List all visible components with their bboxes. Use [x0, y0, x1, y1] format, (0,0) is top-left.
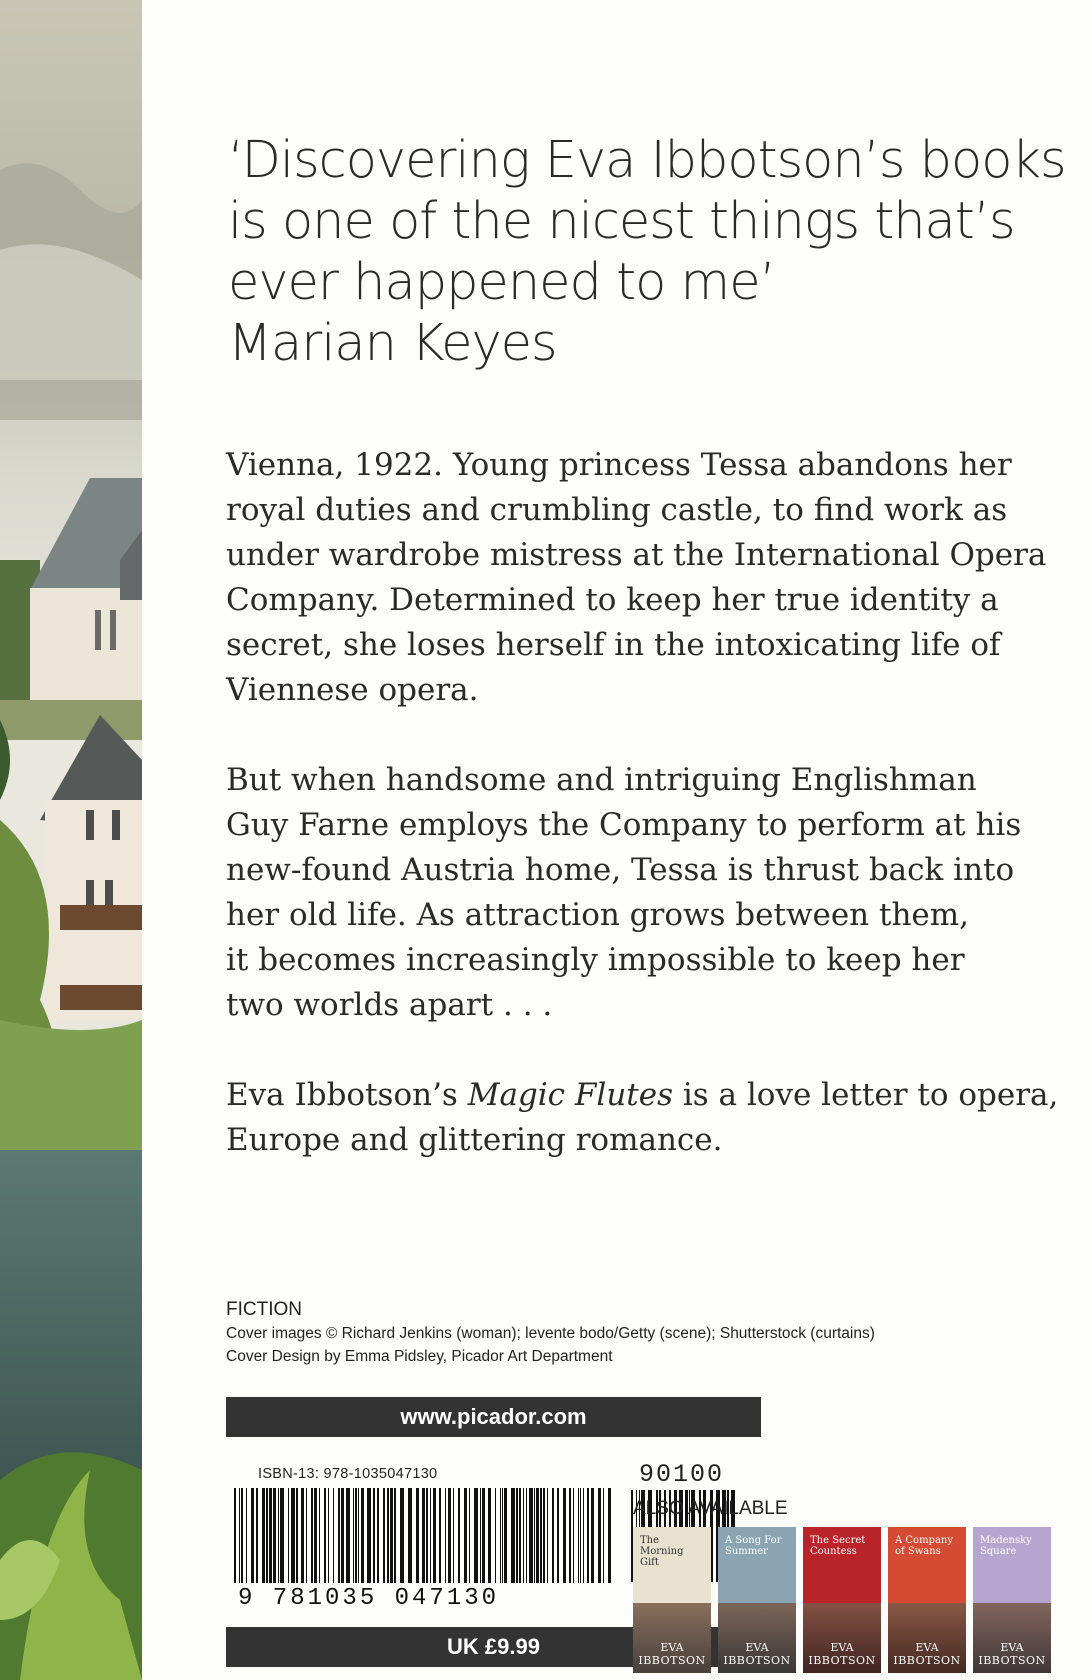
barcode-bar — [603, 1488, 604, 1583]
barcode-bar — [458, 1488, 460, 1583]
barcode-bar — [324, 1488, 326, 1583]
quote-line: ever happened to me’ — [228, 253, 775, 312]
blurb-line: her old life. As attraction grows between them, — [226, 897, 970, 933]
mini-book-title: A Company of Swans — [895, 1535, 954, 1557]
barcode-bar — [383, 1488, 385, 1583]
isbn-barcode — [232, 1488, 617, 1583]
barcode-bar — [234, 1488, 236, 1583]
cover-art-strip — [0, 0, 142, 1680]
barcode-bar — [246, 1488, 247, 1583]
barcode-bar — [433, 1488, 436, 1583]
barcode-bar — [341, 1488, 344, 1583]
barcode-bar — [390, 1488, 393, 1583]
price-code: 90100 — [639, 1460, 725, 1489]
barcode-bar — [608, 1488, 611, 1583]
mini-book-author-first: EVA — [745, 1641, 769, 1654]
barcode-bar — [273, 1488, 276, 1583]
also-available-heading: ALSO AVAILABLE — [633, 1498, 788, 1519]
barcode-bar — [333, 1488, 334, 1583]
barcode-bar — [534, 1488, 535, 1583]
blurb-line: secret, she loses herself in the intoxicating life of — [226, 627, 1001, 663]
barcode-bar — [526, 1488, 527, 1583]
barcode-bar — [346, 1488, 350, 1583]
barcode-bar — [430, 1488, 431, 1583]
price-banner: UK £9.99 — [226, 1627, 761, 1667]
barcode-bar — [500, 1488, 501, 1583]
barcode-bar — [291, 1488, 295, 1583]
barcode-bar — [540, 1488, 542, 1583]
barcode-bar — [358, 1488, 359, 1583]
barcode-bar — [573, 1488, 574, 1583]
blurb-line: But when handsome and intriguing Englishman — [226, 762, 977, 798]
barcode-bar — [394, 1488, 396, 1583]
barcode-bar — [314, 1488, 317, 1583]
barcode-bar — [387, 1488, 389, 1583]
barcode-bar — [448, 1488, 451, 1583]
blurb-line: Viennese opera. — [226, 672, 479, 708]
barcode-bar — [256, 1488, 258, 1583]
blurb-line: new-found Austria home, Tessa is thrust back into — [226, 852, 1015, 888]
barcode-bar — [239, 1488, 240, 1583]
also-available-shelf — [633, 1527, 1051, 1673]
barcode-bar — [251, 1488, 254, 1583]
barcode-bar — [288, 1488, 289, 1583]
barcode-bar — [523, 1488, 524, 1583]
image-credits: Cover images © Richard Jenkins (woman); levente bodo/Getty (scene); Shutterstock (curtains) — [226, 1325, 875, 1342]
barcode-bar — [569, 1488, 571, 1583]
barcode-bar — [367, 1488, 371, 1583]
barcode-bar — [280, 1488, 284, 1583]
blurb-paragraph-2 — [226, 758, 1022, 1028]
mini-book-cover — [888, 1527, 966, 1673]
barcode-bar — [353, 1488, 354, 1583]
barcode-bar — [338, 1488, 340, 1583]
mini-book-title: The Morning Gift — [640, 1535, 684, 1568]
back-cover — [142, 0, 1092, 1680]
credits — [226, 1298, 875, 1368]
barcode-bar — [516, 1488, 518, 1583]
mini-book-author-first: EVA — [915, 1641, 939, 1654]
mini-book-title: Madensky Square — [980, 1535, 1032, 1557]
barcode-bar — [416, 1488, 419, 1583]
blurb-line: royal duties and crumbling castle, to find work as — [226, 492, 1008, 528]
quote-line: is one of the nicest things that’s — [228, 192, 1015, 251]
review-quote — [228, 130, 1066, 374]
barcode-bar — [408, 1488, 412, 1583]
barcode-bar — [552, 1488, 554, 1583]
barcode-bar — [464, 1488, 467, 1583]
barcode-bar — [536, 1488, 539, 1583]
mini-book-author-first: EVA — [660, 1641, 684, 1654]
barcode-bar — [529, 1488, 533, 1583]
blurb-paragraph-1 — [226, 443, 1047, 713]
mini-book-author-first: EVA — [1000, 1641, 1024, 1654]
barcode-bar — [495, 1488, 496, 1583]
barcode-bar — [474, 1488, 478, 1583]
barcode-bar — [519, 1488, 521, 1583]
blurb-line: two worlds apart . . . — [226, 987, 553, 1023]
barcode-bar — [241, 1488, 243, 1583]
barcode-bar — [439, 1488, 441, 1583]
barcode-bar — [296, 1488, 298, 1583]
blurb-line: Europe and glittering romance. — [226, 1122, 723, 1158]
barcode-bar — [328, 1488, 329, 1583]
mini-book-cover — [973, 1527, 1051, 1673]
barcode-bar — [445, 1488, 446, 1583]
barcode-bar — [598, 1488, 601, 1583]
barcode-bar — [511, 1488, 515, 1583]
barcode-bar — [580, 1488, 581, 1583]
barcode-bar — [504, 1488, 507, 1583]
barcode-bar — [480, 1488, 481, 1583]
barcode-bar — [488, 1488, 491, 1583]
barcode-bar — [373, 1488, 375, 1583]
mini-book-cover — [803, 1527, 881, 1673]
mini-book-cover — [718, 1527, 796, 1673]
blurb-line: Vienna, 1922. Young princess Tessa abandons her — [226, 447, 1012, 483]
barcode-bar — [583, 1488, 584, 1583]
barcode-bar — [453, 1488, 454, 1583]
genre-label: FICTION — [226, 1299, 302, 1320]
barcode-bar — [306, 1488, 307, 1583]
mini-book-author-last: IBBOTSON — [893, 1654, 961, 1667]
barcode-bar — [557, 1488, 559, 1583]
mini-book-title: A Song For Summer — [725, 1535, 782, 1557]
mini-book-author-first: EVA — [830, 1641, 854, 1654]
blurb-line: Guy Farne employs the Company to perform at his — [226, 807, 1022, 843]
barcode-bar — [269, 1488, 272, 1583]
blurb-text: is a love letter to opera, — [673, 1077, 1059, 1113]
village-lake-illustration — [0, 0, 142, 1680]
barcode-bar — [361, 1488, 364, 1583]
quote-attribution: Marian Keyes — [228, 314, 557, 373]
barcode-bar — [578, 1488, 579, 1583]
mini-book-author-last: IBBOTSON — [978, 1654, 1046, 1667]
quote-line: ‘Discovering Eva Ibbotson’s books — [228, 131, 1066, 190]
barcode-bar — [482, 1488, 485, 1583]
blurb-line: Company. Determined to keep her true identity a — [226, 582, 999, 618]
barcode-bar — [266, 1488, 268, 1583]
barcode-bar — [278, 1488, 279, 1583]
barcode-bar — [426, 1488, 428, 1583]
barcode-bar — [587, 1488, 589, 1583]
barcode-bar — [563, 1488, 566, 1583]
barcode-bar — [262, 1488, 265, 1583]
barcode-bar — [543, 1488, 545, 1583]
barcode-bar — [547, 1488, 548, 1583]
barcode-bar — [311, 1488, 313, 1583]
barcode-bar — [319, 1488, 320, 1583]
mini-book-author-last: IBBOTSON — [808, 1654, 876, 1667]
barcode-bar — [591, 1488, 594, 1583]
barcode-bar — [469, 1488, 470, 1583]
isbn-label: ISBN-13: 978-1035047130 — [258, 1466, 438, 1482]
book-title-italic: Magic Flutes — [467, 1077, 674, 1113]
blurb-line — [226, 1073, 1059, 1118]
design-credits: Cover Design by Emma Pidsley, Picador Art Department — [226, 1348, 613, 1365]
barcode-bar — [377, 1488, 379, 1583]
barcode-bar — [422, 1488, 425, 1583]
mini-book-cover — [633, 1527, 711, 1673]
mini-book-author-last: IBBOTSON — [638, 1654, 706, 1667]
mini-book-title: The Secret Countess — [810, 1535, 866, 1557]
barcode-bar — [301, 1488, 304, 1583]
blurb-paragraph-3 — [226, 1073, 1059, 1163]
barcode-bar — [400, 1488, 404, 1583]
publisher-url-banner: www.picador.com — [226, 1397, 761, 1437]
blurb-text: Eva Ibbotson’s — [226, 1077, 468, 1113]
blurb-line: under wardrobe mistress at the International Opera — [226, 537, 1047, 573]
isbn-digits: 9 781035 047130 — [238, 1585, 500, 1612]
blurb-line: it becomes increasingly impossible to keep her — [226, 942, 965, 978]
mini-book-author-last: IBBOTSON — [723, 1654, 791, 1667]
barcode-bar — [355, 1488, 357, 1583]
barcode-bar — [502, 1488, 503, 1583]
